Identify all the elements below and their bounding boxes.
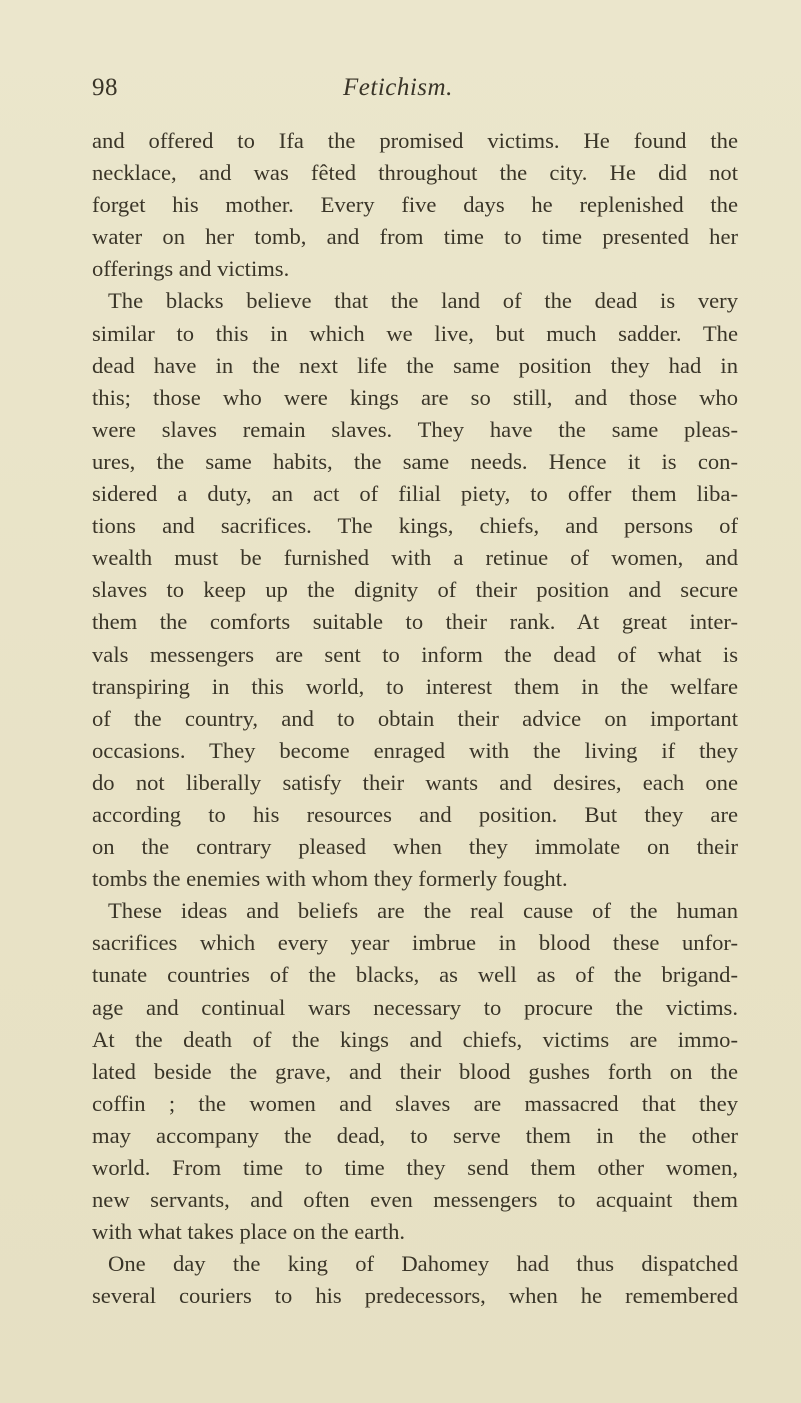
text-line: offerings and victims. — [92, 256, 290, 282]
text-line: wealth must be furnished with a retinue of women, and — [92, 545, 738, 571]
text-line: this; those who were kings are so still, and those who — [92, 384, 738, 410]
text-line: The blacks believe that the land of the dead is very — [108, 288, 738, 314]
text-line: transpiring in this world, to interest them in the welfare — [92, 673, 738, 699]
page-number: 98 — [92, 74, 118, 101]
text-line: occasions. They become enraged with the living if they — [92, 737, 738, 763]
text-line: sacrifices which every year imbrue in blood these unfor- — [92, 930, 738, 956]
text-line: on the contrary pleased when they immolate on their — [92, 834, 738, 860]
text-line: them the comforts suitable to their rank. At great inter- — [92, 609, 738, 635]
body-text — [92, 125, 738, 1312]
text-line: several couriers to his predecessors, when he remembered — [92, 1283, 738, 1309]
text-line: tombs the enemies with whom they formerly fought. — [92, 866, 568, 892]
text-line: new servants, and often even messengers to acquaint them — [92, 1187, 738, 1213]
text-line: vals messengers are sent to inform the dead of what is — [92, 641, 738, 667]
text-line: These ideas and beliefs are the real cause of the human — [108, 898, 738, 924]
text-line: ures, the same habits, the same needs. Hence it is con- — [92, 448, 738, 474]
text-line: coffin ; the women and slaves are massacred that they — [92, 1090, 738, 1116]
text-line: age and continual wars necessary to procure the victims. — [92, 994, 738, 1020]
text-line: sidered a duty, an act of filial piety, to offer them liba- — [92, 481, 738, 507]
text-line: necklace, and was fêted throughout the city. He did not — [92, 160, 738, 186]
text-line: similar to this in which we live, but much sadder. The — [92, 320, 738, 346]
text-line: water on her tomb, and from time to time presented her — [92, 224, 738, 250]
paragraph — [92, 125, 738, 285]
text-line: and offered to Ifa the promised victims. He found the — [92, 128, 738, 153]
text-line: tions and sacrifices. The kings, chiefs, and persons of — [92, 513, 738, 539]
text-line: world. From time to time they send them other women, — [92, 1155, 738, 1180]
text-line: were slaves remain slaves. They have the same pleas- — [92, 416, 738, 442]
text-line: forget his mother. Every five days he replenished the — [92, 192, 738, 218]
text-line: At the death of the kings and chiefs, victims are immo- — [92, 1026, 738, 1052]
text-line: may accompany the dead, to serve them in the other — [92, 1122, 738, 1148]
paragraph — [92, 1248, 738, 1312]
running-head: Fetichism. — [343, 74, 453, 101]
text-line: do not liberally satisfy their wants and desires, each one — [92, 769, 738, 795]
text-line: slaves to keep up the dignity of their position and secure — [92, 577, 738, 603]
text-line: according to his resources and position. But they are — [92, 801, 738, 827]
paragraph — [92, 285, 738, 895]
paragraph — [92, 895, 738, 1248]
text-line: of the country, and to obtain their advice on important — [92, 705, 738, 731]
text-line: lated beside the grave, and their blood gushes forth on the — [92, 1058, 738, 1084]
text-line: dead have in the next life the same position they had in — [92, 352, 738, 378]
text-line: tunate countries of the blacks, as well as of the brigand- — [92, 962, 738, 988]
text-line: with what takes place on the earth. — [92, 1219, 406, 1245]
text-line: One day the king of Dahomey had thus dispatched — [108, 1251, 738, 1277]
